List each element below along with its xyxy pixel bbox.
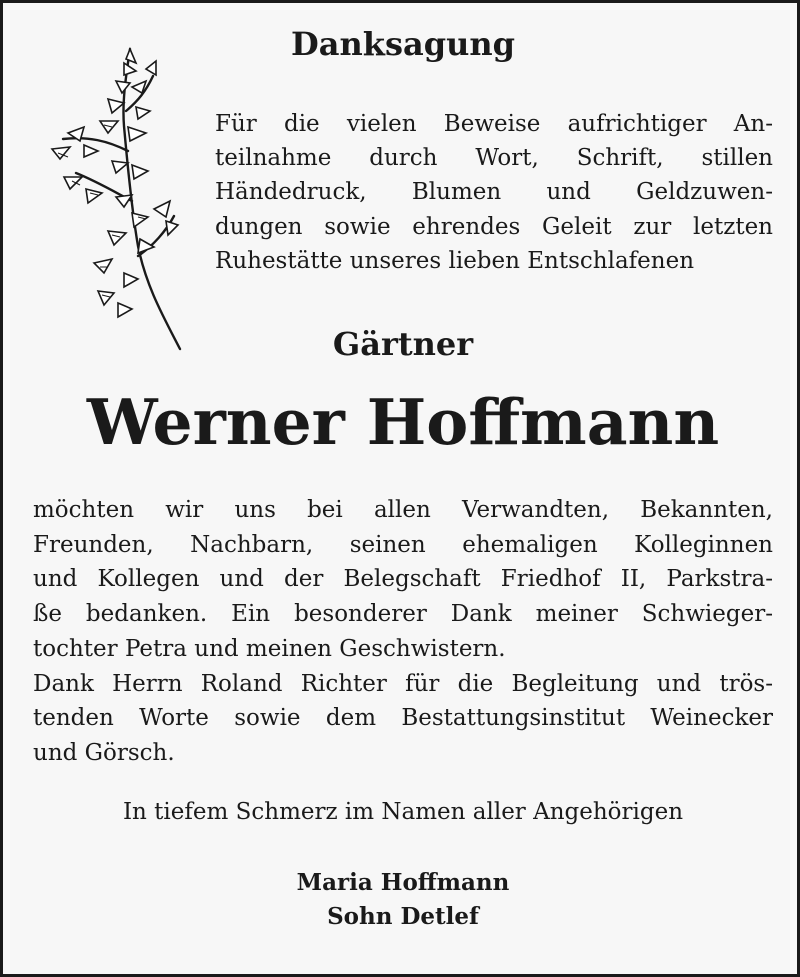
- deceased-name: Werner Hoffmann: [86, 385, 720, 459]
- forsythia-branch-icon: [28, 41, 188, 356]
- body-line: tochter Petra und meinen Geschwistern.: [33, 635, 506, 662]
- body-line: und Kollegen und der Belegschaft Friedhof II, Parkstra-: [33, 566, 773, 593]
- body-line: und Görsch.: [33, 739, 175, 766]
- intro-line: Händedruck, Blumen und Geldzuwen-: [215, 179, 773, 206]
- intro-line: Für die vielen Beweise aufrichtiger An-: [215, 111, 773, 137]
- body-line: Dank Herrn Roland Richter für die Begleitung und trös-: [33, 670, 773, 697]
- body-line: ße bedanken. Ein besonderer Dank meiner Schwieger-: [33, 601, 773, 628]
- signer-name: Sohn Detlef: [327, 903, 479, 930]
- closing-line: In tiefem Schmerz im Namen aller Angehörigen: [122, 799, 684, 825]
- intro-line: Ruhestätte unseres lieben Entschlafenen: [215, 247, 695, 274]
- signer-name: Maria Hoffmann: [296, 869, 510, 896]
- body-paragraph: [33, 493, 773, 771]
- deceased-profession: Gärtner: [332, 325, 474, 363]
- intro-line: teilnahme durch Wort, Schrift, stillen: [215, 145, 773, 172]
- intro-line: dungen sowie ehrendes Geleit zur letzten: [215, 213, 773, 240]
- notice-title: Danksagung: [291, 25, 515, 63]
- intro-paragraph: [215, 107, 773, 278]
- body-line: möchten wir uns bei allen Verwandten, Bekannten,: [33, 497, 773, 523]
- body-line: Freunden, Nachbarn, seinen ehemaligen Kolleginnen: [33, 531, 773, 558]
- body-line: tenden Worte sowie dem Bestattungsinstitut Weinecker: [33, 705, 773, 732]
